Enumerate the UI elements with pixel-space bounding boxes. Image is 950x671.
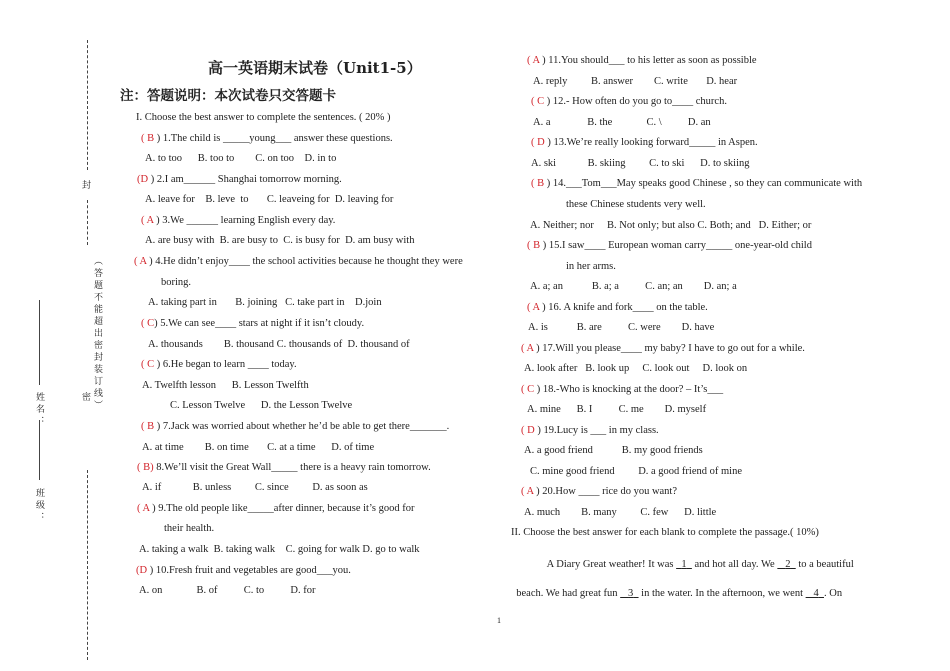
question-17 [521,344,805,355]
binding-dash-line [87,40,88,170]
question-stem: ) 6.He began to learn ____ today. [156,359,297,370]
question-15-continued: in her arms. [566,261,616,272]
answer-mark: ( C [141,318,155,329]
answer-mark: ( B [141,133,157,144]
question-stem: ) 3.We ______ learning English every day. [156,215,336,226]
class-line [39,420,40,480]
question-20 [521,487,677,498]
question-12-options: A. a B. the C. \ D. an [533,117,711,128]
question-5 [141,319,364,330]
binding-dash-line [87,200,88,245]
question-9-continued: their health. [164,523,215,534]
answer-mark: ( A [137,503,153,514]
question-3-options: A. are busy with B. are busy to C. is busy for D. am busy with [145,235,415,246]
answer-mark: ( D [521,425,538,436]
answer-mark: ( B) [137,462,154,473]
question-11 [527,56,757,67]
answer-mark: ( A [521,343,537,354]
answer-mark: ( B [527,240,543,251]
question-9-options: A. taking a walk B. taking walk C. going for walk D. go to walk [139,544,420,555]
answer-mark: ( C [531,96,547,107]
answer-mark: (D [137,174,151,185]
question-19 [521,426,659,437]
page-number: 1 [497,616,501,625]
exam-title: 高一英语期末试卷（Unit1-5） [208,59,422,77]
blank-1: 1 [681,558,687,570]
question-4 [134,257,463,268]
question-7-options: A. at time B. on time C. at a time D. of time [142,442,375,453]
question-5-options: A. thousands B. thousand C. thousands of D. thousand of [148,339,410,350]
question-10-options: A. on B. of C. to D. for [139,585,316,596]
name-label: 姓名： [35,392,45,428]
question-stem: ) 19.Lucy is ___ in my class. [537,425,659,436]
question-stem: ) 1.The child is _____young___ answer these questions. [156,133,393,144]
question-stem: ) 2.I am______ Shanghai tomorrow morning. [150,174,342,185]
question-stem: ) 15.I saw____ European woman carry_____ one-year-old child [542,240,812,251]
passage-text: and hot all day. We [691,558,778,570]
answer-mark: ( A [134,256,150,267]
question-stem: ) 17.Will you please____ my baby? I have to go out for a while. [536,343,805,354]
question-12 [531,97,727,108]
question-1-options: A. to too B. too to C. on too D. in to [145,153,337,164]
passage-text: A Diary Great weather! It was [546,558,677,570]
question-4-options: A. taking part in B. joining C. take part in D.join [148,297,382,308]
question-15-options: A. a; an B. a; a C. an; an D. an; a [530,281,737,292]
class-label: 班级： [35,488,45,524]
section-2-heading: II. Choose the best answer for each blank to complete the passage.( 10%) [511,527,819,538]
question-6 [141,360,297,371]
question-6-options: A. Twelfth lesson B. Lesson Twelfth [142,380,309,391]
answer-mark: ( C [141,359,157,370]
question-10 [136,566,351,577]
question-stem: ) 20.How ____ rice do you want? [536,486,678,497]
question-14 [531,179,862,190]
passage-text: beach. We had great fun [516,587,621,599]
question-2-options: A. leave for B. leve to C. leaveing for D. leaving for [145,194,394,205]
blank-2: 2 [785,558,791,570]
passage-text: to a beautiful [795,558,854,570]
question-16 [527,303,708,314]
question-8 [137,463,431,474]
question-13-options: A. ski B. skiing C. to ski D. to skiing [531,158,750,169]
question-stem: ) 16. A knife and fork____ on the table. [542,302,708,313]
passage-line-2 [511,578,842,599]
blank-4: 4 [813,587,819,599]
question-stem: ) 18.-Who is knocking at the door? – It’s___ [536,384,724,395]
question-7 [141,422,449,433]
answer-mark: ( C [521,384,537,395]
exam-note: 注：答题说明：本次试卷只交答题卡 [120,88,336,104]
question-4-continued: boring. [161,277,192,288]
answer-mark: ( A [527,55,543,66]
question-6-options-2: C. Lesson Twelve D. the Lesson Twelve [170,400,353,411]
binding-instruction: （答题不能超出密封装订线） [93,256,103,412]
question-stem: 8.We’ll visit the Great Wall_____ there is a heavy rain tomorrow. [153,462,431,473]
question-stem: ) 13.We’re really looking forward_____ in Aspen. [547,137,758,148]
question-8-options: A. if B. unless C. since D. as soon as [142,482,368,493]
question-stem: ) 14.___Tom___May speaks good Chinese , so they can communicate with [546,178,863,189]
passage-text: in the water. In the afternoon, we went [638,587,806,599]
blank-3: 3 [628,587,634,599]
question-17-options: A. look after B. look up C. look out D. look on [524,363,748,374]
answer-mark: ( B [141,421,157,432]
question-11-options: A. reply B. answer C. write D. hear [533,76,738,87]
answer-mark: ( A [527,302,543,313]
question-stem: ) 4.He didn’t enjoy____ the school activities because he thought they were [149,256,463,267]
question-14-continued: these Chinese students very well. [566,199,706,210]
answer-mark: (D [136,565,150,576]
question-15 [527,241,812,252]
question-9 [137,504,414,515]
question-20-options: A. much B. many C. few D. little [524,507,717,518]
answer-mark: ( B [531,178,547,189]
name-line [39,300,40,385]
question-stem: ) 10.Fresh fruit and vegetables are good___you. [149,565,351,576]
question-18 [521,385,723,396]
question-18-options: A. mine B. I C. me D. myself [527,404,707,415]
section-1-heading: I. Choose the best answer to complete the sentences. ( 20% ) [136,112,391,123]
question-3 [141,216,335,227]
question-1 [141,134,393,145]
question-16-options: A. is B. are C. were D. have [528,322,715,333]
question-13 [531,138,758,149]
question-2 [137,175,342,186]
question-stem: ) 5.We can see____ stars at night if it isn’t cloudy. [154,318,365,329]
answer-mark: ( A [141,215,157,226]
question-stem: ) 7.Jack was worried about whether he’d be able to get there_______. [156,421,450,432]
answer-mark: ( A [521,486,537,497]
question-19-options: A. a good friend B. my good friends [524,445,703,456]
dense-char: 密 [81,392,91,404]
question-14-options: A. Neither; nor B. Not only; but also C. Both; and D. Either; or [530,220,812,231]
question-stem: ) 11.You should___ to his letter as soon as possible [542,55,757,66]
question-19-options-2: C. mine good friend D. a good friend of mine [530,466,742,477]
question-stem: ) 12.- How often do you go to____ church. [546,96,727,107]
question-stem: ) 9.The old people like_____after dinner, because it’s good for [152,503,415,514]
passage-line-1 [542,549,854,570]
binding-dash-line [87,470,88,660]
passage-text: . On [824,587,843,599]
seal-char: 封 [81,180,91,192]
answer-mark: ( D [531,137,548,148]
